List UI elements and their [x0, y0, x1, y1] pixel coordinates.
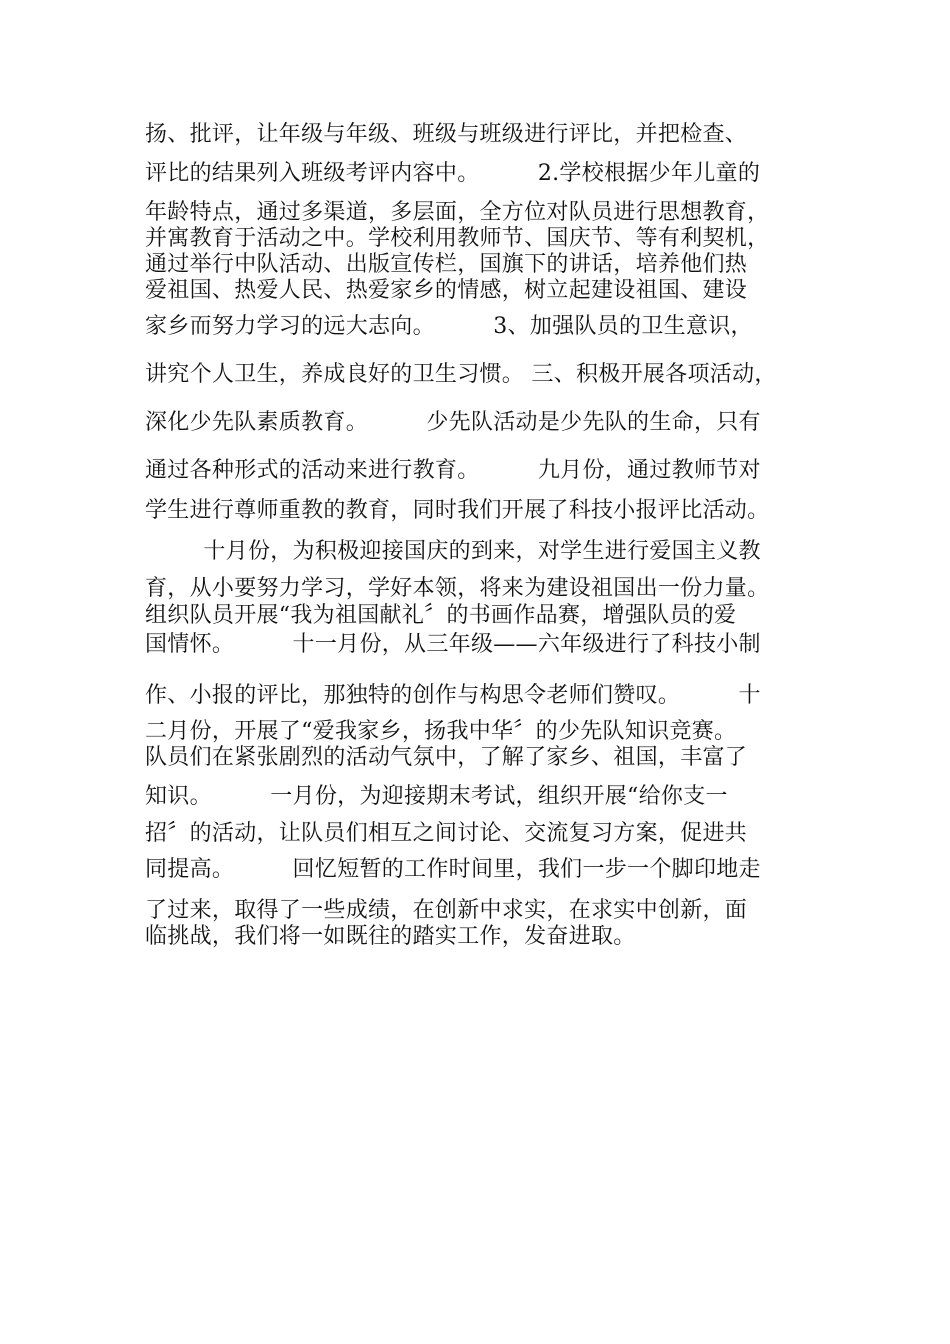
text-line-11: 学生进行尊师重教的教育，同时我们开展了科技小报评比活动。: [145, 498, 770, 523]
text-line-10: 通过各种形式的活动来进行教育。 九月份，通过教师节对: [145, 458, 761, 483]
text-line-16: 作、小报的评比，那独特的创作与构思令老师们赞叹。 十: [145, 683, 761, 708]
text-line-17: 二月份，开展了“爱我家乡，扬我中华〞的少先队知识竞赛。: [145, 719, 737, 744]
text-line-20: 招〞的活动，让队员们相互之间讨论、交流复习方案，促进共: [145, 821, 748, 846]
text-line-18: 队员们在紧张剧烈的活动气氛中，了解了家乡、祖国，丰富了: [145, 745, 748, 770]
text-line-14: 组织队员开展“我为祖国献礼〞的书画作品赛，增强队员的爱: [145, 603, 737, 628]
text-line-3: 年龄特点，通过多渠道，多层面，全方位对队员进行思想教育，: [145, 200, 770, 225]
text-line-4: 并寓教育于活动之中。学校利用教师节、国庆节、等有利契机，: [145, 226, 770, 251]
text-line-6: 爱祖国、热爱人民、热爱家乡的情感，树立起建设祖国、建设: [145, 278, 748, 303]
text-line-13: 育，从小要努力学习，学好本领，将来为建设祖国出一份力量。: [145, 576, 770, 601]
text-line-8: 讲究个人卫生，养成良好的卫生习惯。 三、积极开展各项活动，: [145, 362, 777, 387]
text-line-23: 临挑战，我们将一如既往的踏实工作，发奋进取。: [145, 924, 636, 949]
text-line-22: 了过来，取得了一些成绩，在创新中求实，在求实中创新，面: [145, 898, 748, 923]
text-line-1: 扬、批评，让年级与年级、班级与班级进行评比，并把检查、: [145, 122, 748, 147]
text-line-5: 通过举行中队活动、出版宣传栏，国旗下的讲话，培养他们热: [145, 252, 748, 277]
text-line-7: 家乡而努力学习的远大志向。 3、加强队员的卫生意识，: [145, 314, 753, 339]
text-line-2: 评比的结果列入班级考评内容中。 2.学校根据少年儿童的: [145, 161, 761, 186]
text-line-9: 深化少先队素质教育。 少先队活动是少先队的生命，只有: [145, 410, 761, 435]
text-line-19: 知识。 一月份，为迎接期末考试，组织开展“给你支一: [145, 784, 728, 809]
text-line-12: 十月份，为积极迎接国庆的到来，对学生进行爱国主义教: [145, 539, 761, 564]
text-line-21: 同提高。 回忆短暂的工作时间里，我们一步一个脚印地走: [145, 857, 761, 882]
text-line-15: 国情怀。 十一月份，从三年级——六年级进行了科技小制: [145, 632, 761, 657]
